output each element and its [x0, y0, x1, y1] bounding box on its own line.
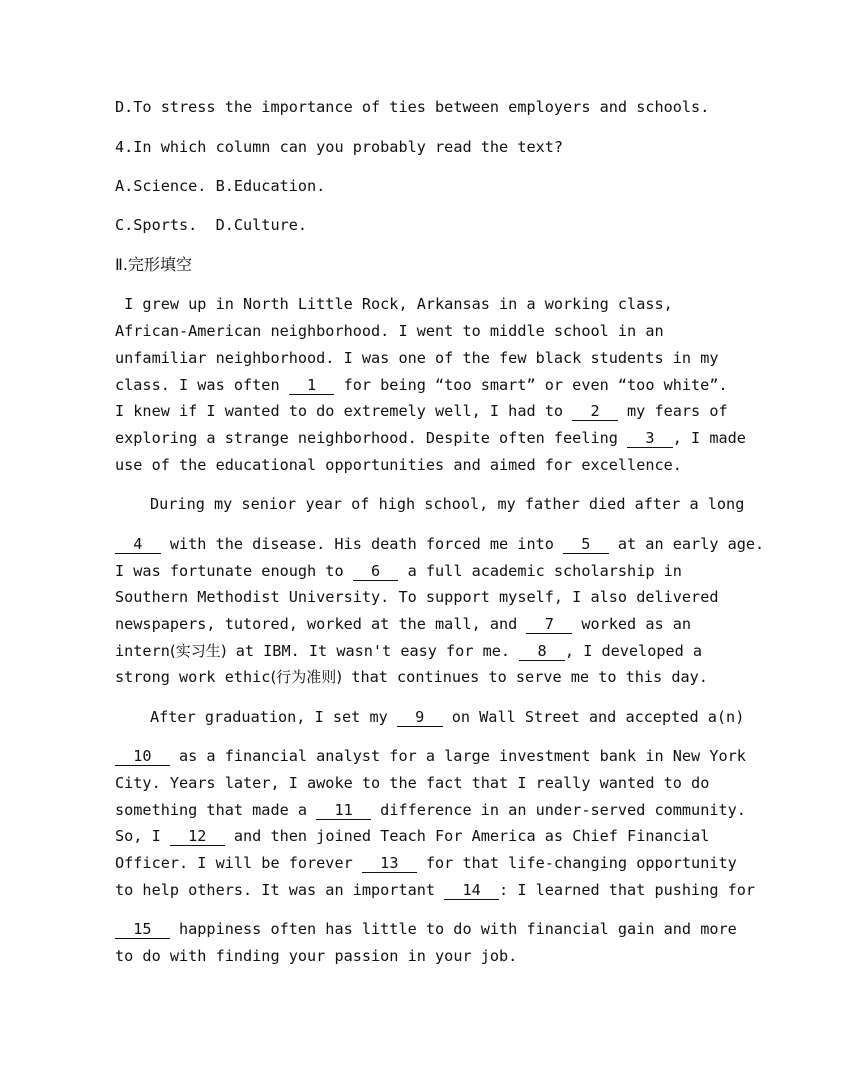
- para3-line: something that made a 11 difference in an under-served community.: [115, 801, 746, 819]
- para2-line: newspapers, tutored, worked at the mall, and 7 worked as an: [115, 615, 692, 633]
- blank-5[interactable]: 5: [563, 535, 609, 554]
- para1-line: African-American neighborhood. I went to middle school in an: [115, 322, 664, 340]
- q4-options-cd: C.Sports. D.Culture.: [115, 216, 308, 234]
- section-heading: Ⅱ.完形填空: [115, 255, 192, 274]
- para3-line: 10 as a financial analyst for a large investment bank in New York: [115, 746, 746, 766]
- para2-line: Southern Methodist University. To support myself, I also delivered: [115, 588, 719, 606]
- blank-8[interactable]: 8: [519, 642, 565, 661]
- para3-line: 15 happiness often has little to do with financial gain and more: [115, 919, 737, 939]
- para1-line: exploring a strange neighborhood. Despite often feeling 3 , I made: [115, 429, 746, 447]
- blank-12[interactable]: 12: [170, 827, 225, 846]
- para3-line: City. Years later, I awoke to the fact that I really wanted to do: [115, 774, 710, 792]
- blank-1[interactable]: 1: [289, 376, 335, 395]
- blank-11[interactable]: 11: [316, 801, 371, 820]
- blank-14[interactable]: 14: [444, 881, 499, 900]
- q4-stem: 4.In which column can you probably read the text?: [115, 138, 564, 156]
- para2-line: intern(实习生) at IBM. It wasn't easy for me. 8 , I developed a: [115, 642, 703, 660]
- para1-line: use of the educational opportunities and aimed for excellence.: [115, 456, 682, 474]
- blank-6[interactable]: 6: [353, 562, 399, 581]
- para2-line: 4 with the disease. His death forced me into 5 at an early age.: [115, 534, 764, 554]
- para1-line: class. I was often 1 for being “too smart” or even “too white”.: [115, 376, 728, 394]
- para3-line: After graduation, I set my 9 on Wall Street and accepted a(n): [150, 708, 745, 726]
- para1-line: I grew up in North Little Rock, Arkansas in a working class,: [115, 295, 673, 313]
- blank-4[interactable]: 4: [115, 535, 161, 554]
- para1-line: unfamiliar neighborhood. I was one of the few black students in my: [115, 349, 719, 367]
- blank-10[interactable]: 10: [115, 747, 170, 766]
- blank-15[interactable]: 15: [115, 920, 170, 939]
- q3-option-d: D.To stress the importance of ties between employers and schools.: [115, 98, 710, 116]
- para2-line: strong work ethic(行为准则) that continues to serve me to this day.: [115, 668, 708, 686]
- blank-3[interactable]: 3: [627, 429, 673, 448]
- blank-9[interactable]: 9: [397, 708, 443, 727]
- para3-line: to do with finding your passion in your job.: [115, 947, 518, 965]
- para2-line: During my senior year of high school, my father died after a long: [150, 495, 745, 513]
- para1-line: I knew if I wanted to do extremely well, I had to 2 my fears of: [115, 402, 728, 420]
- blank-2[interactable]: 2: [572, 402, 618, 421]
- para3-line: Officer. I will be forever 13 for that life-changing opportunity: [115, 854, 737, 872]
- para3-line: to help others. It was an important 14 : I learned that pushing for: [115, 881, 756, 899]
- para2-line: I was fortunate enough to 6 a full academic scholarship in: [115, 562, 682, 580]
- para3-line: So, I 12 and then joined Teach For America as Chief Financial: [115, 827, 710, 845]
- blank-13[interactable]: 13: [362, 854, 417, 873]
- q4-options-ab: A.Science. B.Education.: [115, 177, 326, 195]
- blank-7[interactable]: 7: [526, 615, 572, 634]
